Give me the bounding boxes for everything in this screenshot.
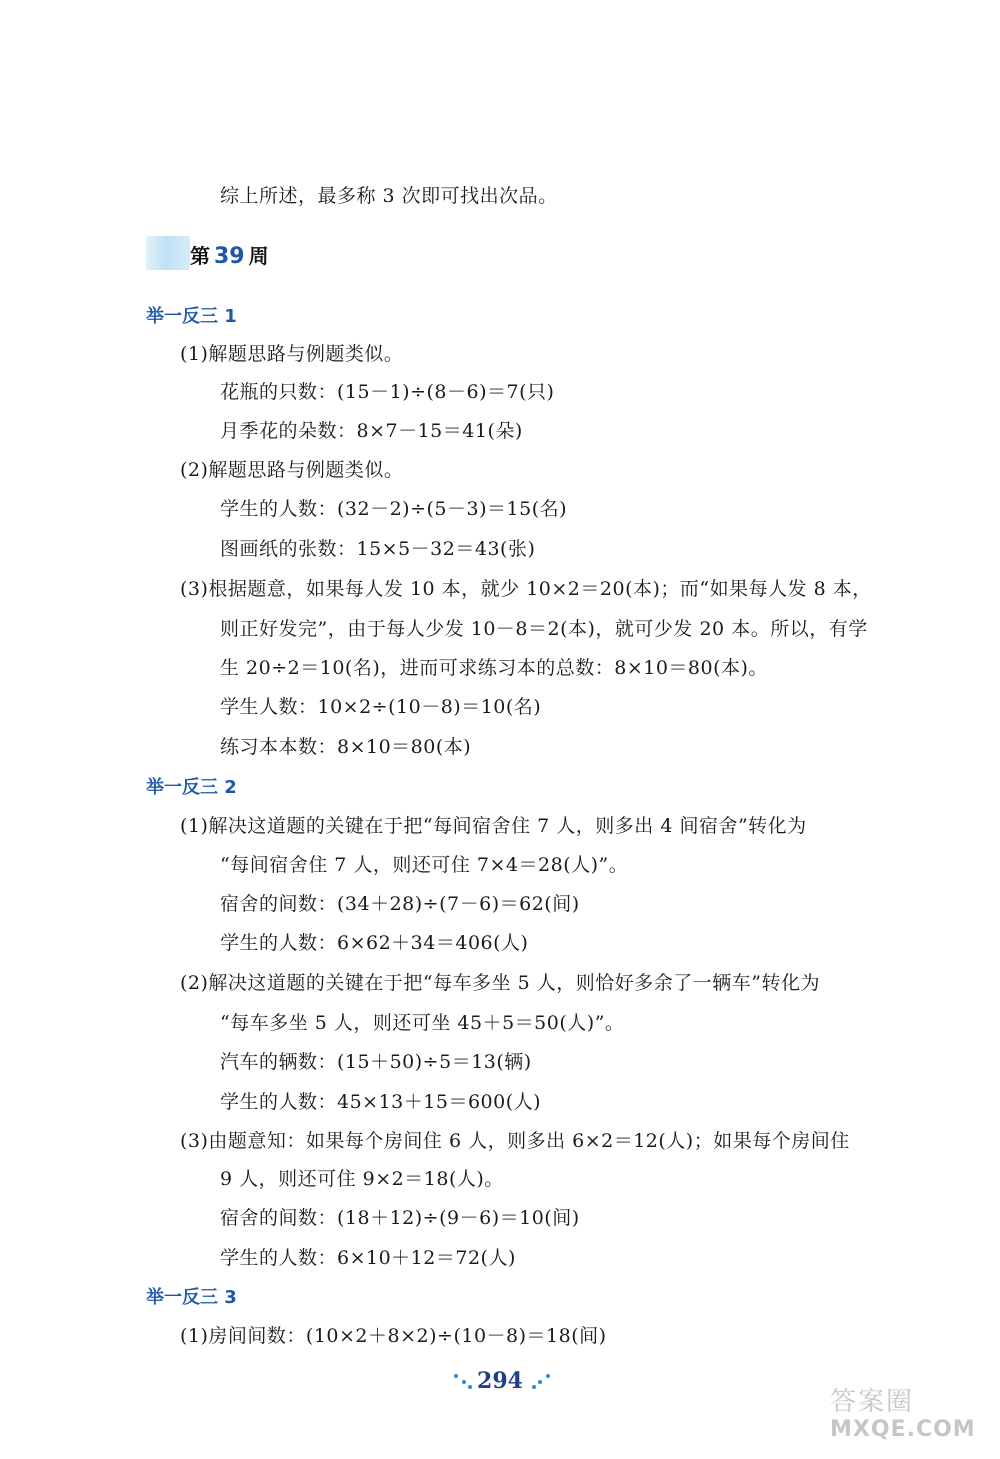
section-1-line: 月季花的朵数：8×7－15＝41(朵) bbox=[220, 420, 523, 442]
section-1-line: 则正好发完”，由于每人少发 10－8＝2(本)，就可少发 20 本。所以，有学 bbox=[220, 618, 868, 640]
watermark bbox=[790, 1387, 990, 1455]
week-number: 39 bbox=[214, 244, 245, 269]
section-2-line: 9 人，则还可住 9×2＝18(人)。 bbox=[220, 1168, 504, 1190]
section-1-line: (2)解题思路与例题类似。 bbox=[180, 459, 404, 481]
section-1-line: (1)解题思路与例题类似。 bbox=[180, 343, 404, 365]
section-heading-2: 举一反三 2 bbox=[146, 777, 237, 798]
intro-line: 综上所述，最多称 3 次即可找出次品。 bbox=[220, 185, 558, 207]
section-1-line: 花瓶的只数：(15－1)÷(8－6)＝7(只) bbox=[220, 381, 555, 403]
section-2-line: 学生的人数：6×62＋34＝406(人) bbox=[220, 932, 529, 954]
section-2-line: (3)由题意知：如果每个房间住 6 人，则多出 6×2＝12(人)；如果每个房间住 bbox=[180, 1130, 850, 1152]
right-dots-decoration bbox=[530, 1370, 550, 1390]
section-2-line: 宿舍的间数：(18＋12)÷(9－6)＝10(间) bbox=[220, 1207, 580, 1229]
week-suffix: 周 bbox=[248, 244, 269, 268]
section-1-line: 学生人数：10×2÷(10－8)＝10(名) bbox=[220, 696, 542, 718]
section-2-line: (1)解决这道题的关键在于把“每间宿舍住 7 人，则多出 4 间宿舍”转化为 bbox=[180, 815, 807, 837]
watermark-url: MXQE.COM bbox=[830, 1417, 976, 1442]
week-banner-decoration bbox=[146, 236, 190, 270]
section-2-line: “每车多坐 5 人，则还可坐 45＋5＝50(人)”。 bbox=[220, 1012, 625, 1034]
section-1-line: 练习本本数：8×10＝80(本) bbox=[220, 736, 472, 758]
section-heading-1: 举一反三 1 bbox=[146, 306, 237, 327]
section-2-line: 汽车的辆数：(15＋50)÷5＝13(辆) bbox=[220, 1051, 532, 1073]
section-1-line: 学生的人数：(32－2)÷(5－3)＝15(名) bbox=[220, 498, 568, 520]
section-2-line: 学生的人数：45×13＋15＝600(人) bbox=[220, 1091, 542, 1113]
section-heading-3: 举一反三 3 bbox=[146, 1287, 237, 1308]
section-2-line: (2)解决这道题的关键在于把“每车多坐 5 人，则恰好多余了一辆车”转化为 bbox=[180, 972, 821, 994]
section-1-line: (3)根据题意，如果每人发 10 本，就少 10×2＝20(本)；而“如果每人发 8 本， bbox=[180, 578, 872, 600]
week-title bbox=[190, 240, 269, 269]
week-prefix: 第 bbox=[190, 244, 210, 268]
section-2-line: 学生的人数：6×10＋12＝72(人) bbox=[220, 1247, 516, 1269]
section-1-line: 图画纸的张数：15×5－32＝43(张) bbox=[220, 538, 536, 560]
section-1-line: 生 20÷2＝10(名)，进而可求练习本的总数：8×10＝80(本)。 bbox=[220, 657, 768, 679]
section-3-line: (1)房间间数：(10×2＋8×2)÷(10－8)＝18(间) bbox=[180, 1325, 607, 1347]
section-2-line: 宿舍的间数：(34＋28)÷(7－6)＝62(间) bbox=[220, 893, 580, 915]
section-2-line: “每间宿舍住 7 人，则还可住 7×4＝28(人)”。 bbox=[220, 854, 629, 876]
watermark-logo: 答案圈 bbox=[830, 1387, 915, 1417]
page-number: 294 bbox=[477, 1368, 523, 1394]
